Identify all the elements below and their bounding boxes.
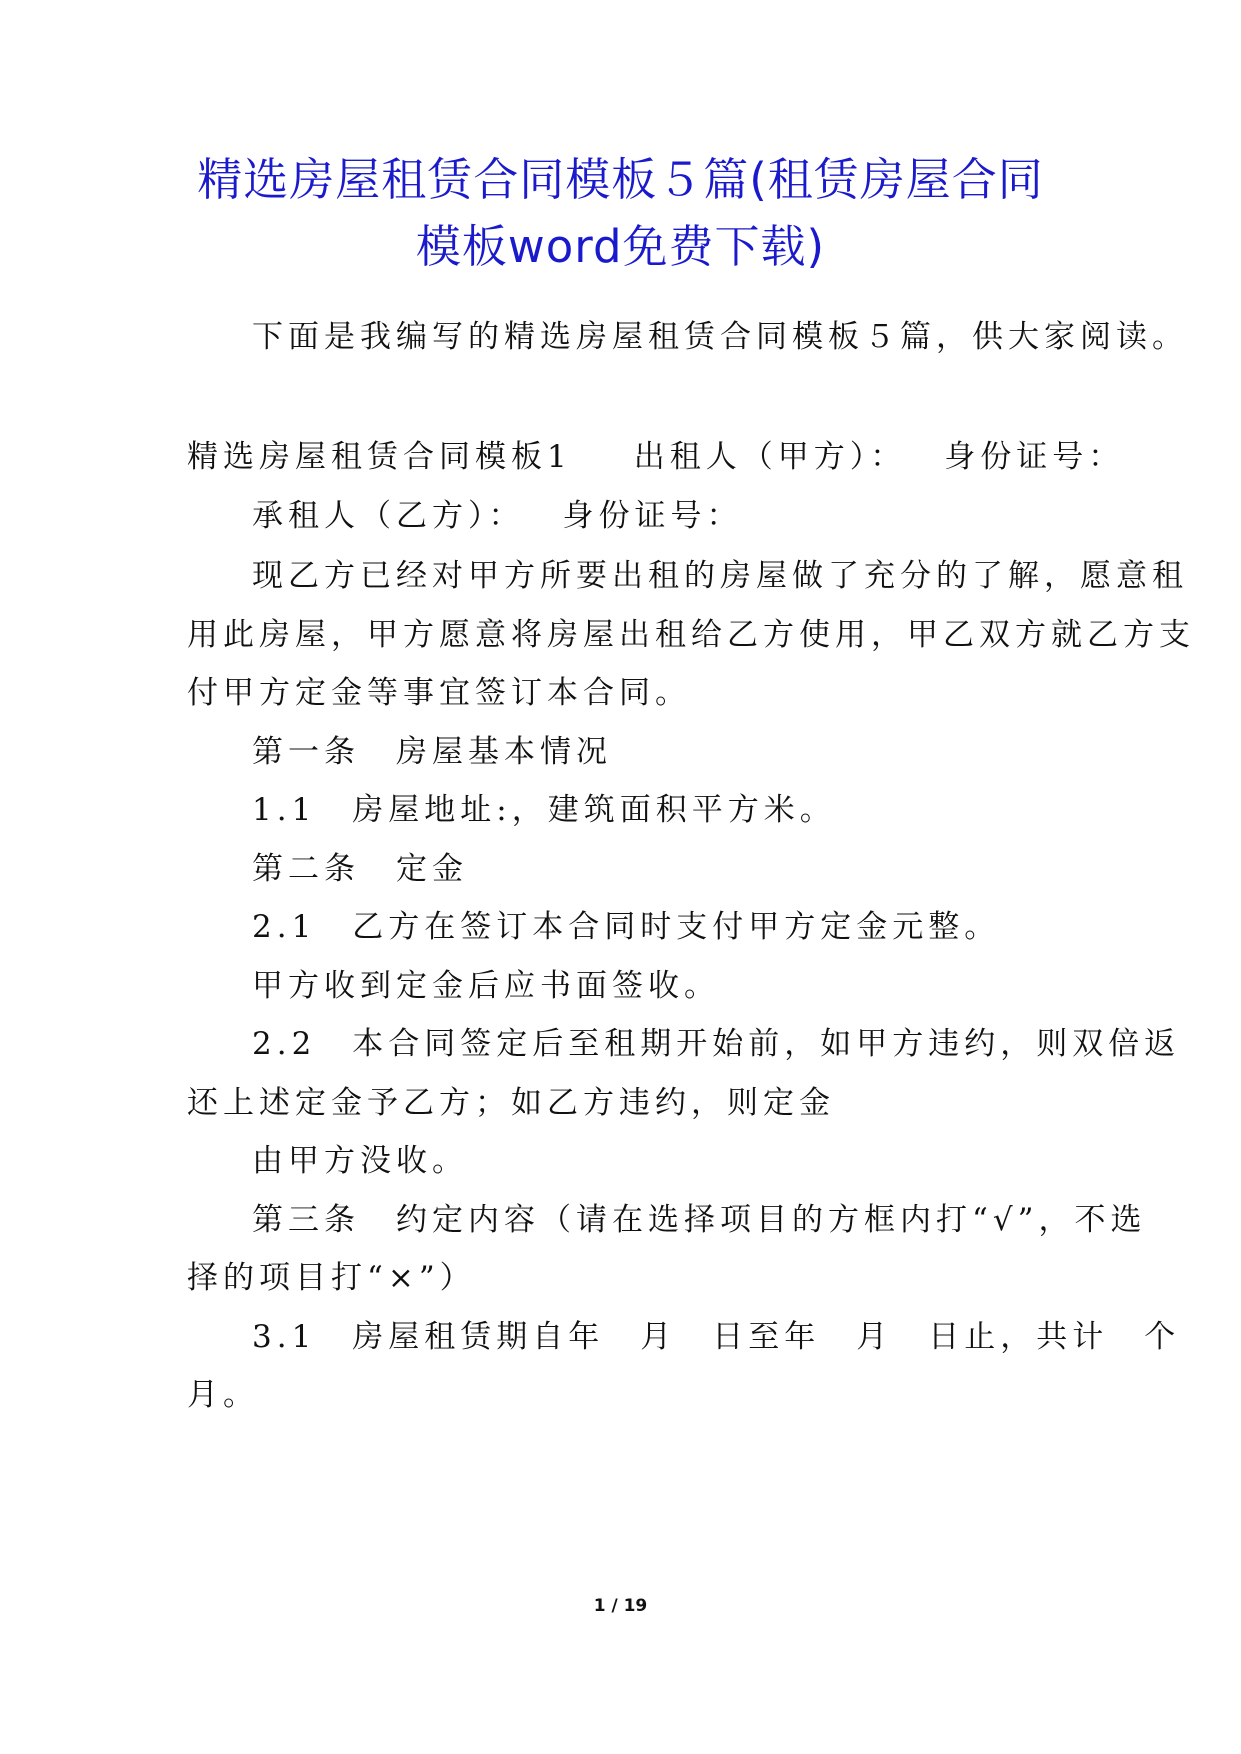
clause-2-2-line-1: 2.2 本合同签定后至租期开始前，如甲方违约，则双倍返	[252, 1026, 1181, 1062]
clause-2-2-forfeit: 由甲方没收。	[252, 1143, 468, 1179]
intro-paragraph: 下面是我编写的精选房屋租赁合同模板５篇，供大家阅读。	[252, 319, 1188, 355]
paragraph-1-line-3: 付甲方定金等事宜签订本合同。	[187, 675, 691, 711]
lessor-id-label: 身份证号：	[944, 439, 1125, 475]
document-title-line-2: 模板word免费下载)	[415, 220, 826, 273]
article-3-heading-line-2: 择的项目打“×”）	[187, 1260, 476, 1296]
clause-2-1: 2.1 乙方在签订本合同时支付甲方定金元整。	[252, 909, 1001, 945]
article-2-heading: 第二条 定金	[252, 851, 468, 887]
lessee-line	[252, 496, 743, 536]
clause-3-1-line-2: 月。	[187, 1377, 259, 1413]
clause-3-1-line-1: 3.1 房屋租赁期自年 月 日至年 月 日止，共计 个	[252, 1319, 1181, 1355]
clause-2-1-receipt: 甲方收到定金后应书面签收。	[252, 968, 720, 1004]
article-1-heading: 第一条 房屋基本情况	[252, 734, 612, 770]
lessor-label: 出租人（甲方）：	[633, 439, 907, 475]
lessee-label: 承租人（乙方）：	[252, 498, 525, 534]
clause-1-1: 1.1 房屋地址:，建筑面积平方米。	[252, 792, 836, 828]
page-indicator: 1 / 19	[593, 1596, 648, 1616]
paragraph-1-line-2: 用此房屋，甲方愿意将房屋出租给乙方使用，甲乙双方就乙方支	[187, 617, 1195, 653]
paragraph-1-line-1: 现乙方已经对甲方所要出租的房屋做了充分的了解，愿意租	[252, 558, 1188, 594]
contract-heading-line	[187, 437, 1124, 477]
article-3-heading-line-1: 第三条 约定内容（请在选择项目的方框内打“√”，不选	[252, 1202, 1147, 1238]
section-title: 精选房屋租赁合同模板1	[187, 439, 572, 475]
document-title-line-1: 精选房屋租赁合同模板５篇(租赁房屋合同	[197, 153, 1044, 206]
lessee-id-label: 身份证号：	[562, 498, 743, 534]
clause-2-2-line-2: 还上述定金予乙方；如乙方违约，则定金	[187, 1085, 835, 1121]
